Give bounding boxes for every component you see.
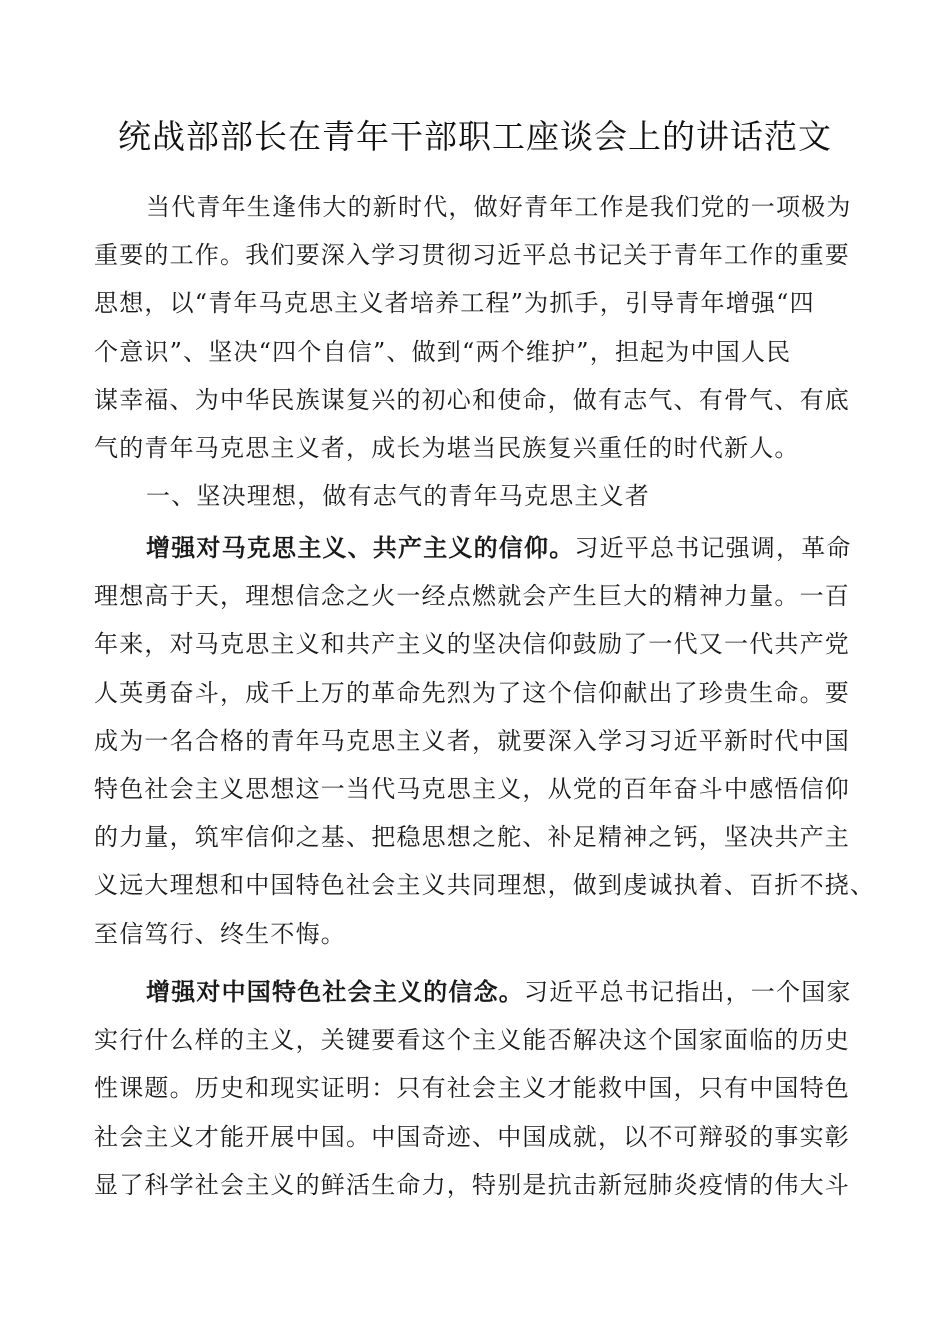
text-line: 义远大理想和中国特色社会主义共同理想，做到虔诚执着、百折不挠、 [94, 871, 876, 900]
paragraph-belief-marxism [94, 524, 876, 958]
section-heading [94, 472, 864, 520]
text-line: 社会主义才能开展中国。中国奇迹、中国成就，以不可辩驳的事实彰 [94, 1122, 850, 1151]
text-line: 成为一名合格的青年马克思主义者，就要深入学习习近平新时代中国 [94, 726, 850, 755]
text-line: 显了科学社会主义的鲜活生命力，特别是抗击新冠肺炎疫情的伟大斗 [94, 1170, 850, 1199]
paragraph-lead: 增强对马克思主义、共产主义的信仰。 [146, 534, 575, 562]
text-line: 气的青年马克思主义者，成长为堪当民族复兴重任的时代新人。 [94, 433, 800, 462]
text-line: 年来，对马克思主义和共产主义的坚决信仰鼓励了一代又一代共产党 [94, 630, 850, 659]
intro-paragraph [94, 183, 864, 472]
text-fragment: 习近平总书记强调，革命 [574, 534, 852, 562]
text-line [94, 524, 864, 572]
text-line [94, 968, 864, 1016]
section-heading-text: 一、坚决理想，做有志气的青年马克思主义者 [146, 482, 650, 510]
text-line: 至信笃行、终生不悔。 [94, 919, 346, 948]
paragraph-lead: 增强对中国特色社会主义的信念。 [146, 978, 524, 1006]
text-line: 特色社会主义思想这一当代马克思主义，从党的百年奋斗中感悟信仰 [94, 774, 850, 803]
text-line: 思想，以“青年马克思主义者培养工程”为抓手，引导青年增强“四 [94, 289, 815, 318]
text-line: 性课题。历史和现实证明：只有社会主义才能救中国，只有中国特色 [94, 1074, 850, 1103]
document-title: 统战部部长在青年干部职工座谈会上的讲话范文 [118, 117, 832, 156]
text-line: 重要的工作。我们要深入学习贯彻习近平总书记关于青年工作的重要 [94, 241, 850, 270]
text-line: 个意识”、坚决“四个自信”、做到“两个维护”，担起为中国人民 [94, 337, 792, 366]
text-line: 理想高于天，理想信念之火一经点燃就会产生巨大的精神力量。一百 [94, 582, 850, 611]
text-line: 人英勇奋斗，成千上万的革命先烈为了这个信仰献出了珍贵生命。要 [94, 678, 850, 707]
text-line: 当代青年生逢伟大的新时代，做好青年工作是我们党的一项极为 [146, 193, 852, 221]
text-fragment: 习近平总书记指出，一个国家 [524, 978, 852, 1006]
text-line: 实行什么样的主义，关键要看这个主义能否解决这个国家面临的历史 [94, 1026, 850, 1055]
text-line: 的力量，筑牢信仰之基、把稳思想之舵、补足精神之钙，坚决共产主 [94, 823, 850, 852]
paragraph-belief-socialism [94, 968, 864, 1209]
text-line: 谋幸福、为中华民族谋复兴的初心和使命，做有志气、有骨气、有底 [94, 385, 850, 414]
